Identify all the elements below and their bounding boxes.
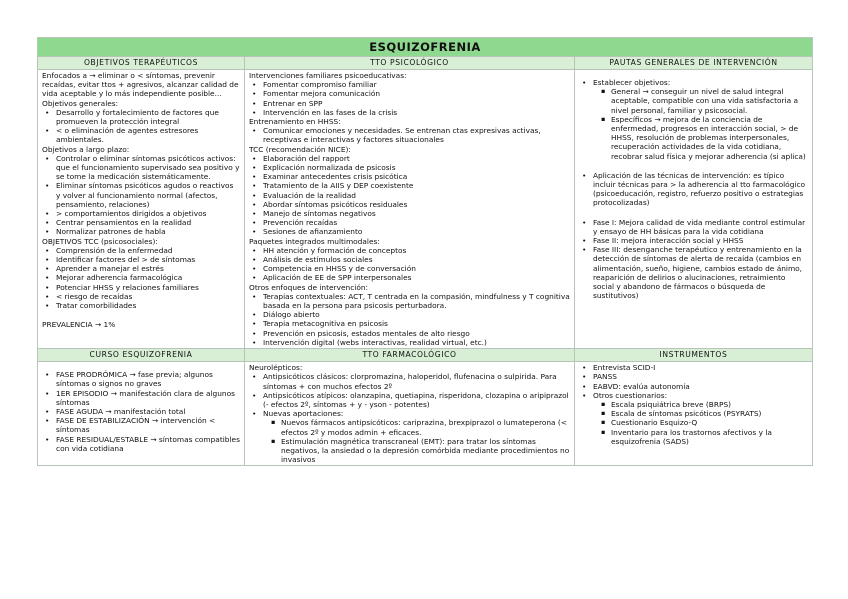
objetivos-largo-list [42,154,240,237]
list-item: • FASE DE ESTABILIZACIÓN → intervención < síntomas [56,416,240,434]
establecer-objetivos: Establecer objetivos: [593,78,671,87]
list-item: • Aplicación de EE de SPP interpersonales [263,273,570,282]
list-item: • Comunicar emociones y necesidades. Se entrenan ctas expresivas activas, receptivas e interactivas y factores situacionales [263,126,570,144]
list-item [593,78,808,161]
prevalencia: PREVALENCIA → 1% [42,320,116,330]
list-item: • Análisis de estímulos sociales [263,255,570,264]
paquetes-list [249,246,570,283]
list-item: • Fase III: desenganche terapéutico y entrenamiento en la detección de síntomas de alerta de recaída (cambios en alimentación, sueño, higiene, cambios estado de ánimo, reaparición de delirios o alucinaciones, retraimiento social y abandono de fármacos o búsqueda de sustitutivos) [593,245,808,300]
otros-enfoques-list [249,292,570,347]
paquetes-label: Paquetes integrados multimodales: [249,236,380,246]
header-pautas: PAUTAS GENERALES DE INTERVENCIÓN [575,57,813,70]
curso-cell [38,362,245,466]
list-item: ▪ Estimulación magnética transcraneal (EMT): para tratar los síntomas negativos, la ansiedad o la depresión comórbida mediante procedimientos no invasivos [281,437,570,465]
list-item: ▪ Escala de síntomas psicóticos (PSYRATS) [611,409,808,418]
list-item: • Elaboración del rapport [263,154,570,163]
list-item: • Intervención digital (webs interactivas, realidad virtual, etc.) [263,338,570,347]
aplicacion-list [579,171,808,208]
pautas-list [579,78,808,161]
list-item: ▪ Cuestionario Esquizo-Q [611,418,808,427]
list-item: • Mejorar adherencia farmacológica [56,273,240,282]
list-item: • Antipsicóticos clásicos: clorpromazina, haloperidol, flufenacina o sulpirida. Para síntomas + con muchos efectos 2º [263,372,570,390]
cuestionarios-sublist [593,400,808,446]
list-item: • FASE RESIDUAL/ESTABLE → síntomas compatibles con vida cotidiana [56,435,240,453]
objetivos-cell [38,70,245,349]
otros-cuestionarios: Otros cuestionarios: [593,390,668,400]
tto-farmacologico-cell [245,362,575,466]
pautas-cell [575,70,813,349]
list-item: • Aprender a manejar el estrés [56,264,240,273]
list-item: • Fomentar mejora comunicación [263,89,570,98]
list-item: • Comprensión de la enfermedad [56,246,240,255]
familiares-list [249,80,570,117]
list-item: • Diálogo abierto [263,310,570,319]
list-item: • Abordar síntomas psicóticos residuales [263,200,570,209]
fases-list [579,218,808,301]
list-item: • Tratar comorbilidades [56,301,240,310]
list-item: • Terapias contextuales: ACT, T centrada en la compasión, mindfulness y T cognitiva basada en la persona para psicosis perturbadora. [263,292,570,310]
list-item: • HH atención y formación de conceptos [263,246,570,255]
list-item: ▪ Inventario para los trastornos afectivos y la esquizofrenia (SADS) [611,428,808,446]
list-item: • Fase I: Mejora calidad de vida mediante control estimular y ensayo de HH básicas para la vida cotidiana [593,218,808,236]
list-item: • Entrevista SCID-I [593,363,808,372]
tcc-label: TCC (recomendación NICE): [249,144,351,154]
list-item: • Competencia en HHSS y de conversación [263,264,570,273]
list-item: • Evaluación de la realidad [263,191,570,200]
list-item: • Fomentar compromiso familiar [263,80,570,89]
document-sheet [37,37,812,466]
header-tto-farmacologico: TTO FARMACOLÓGICO [245,349,575,362]
neurolepticos-label: Neurolépticos: [249,363,303,373]
summary-table [37,37,813,466]
list-item: • Potenciar HHSS y relaciones familiares [56,283,240,292]
list-item: ▪ General → conseguir un nivel de salud integral aceptable, compatible con una vida satisfactoria a nivel personal, familiar y psicosocial. [611,87,808,115]
nuevas-sublist [263,418,570,464]
list-item: • Normalizar patrones de habla [56,227,240,236]
list-item: • Manejo de síntomas negativos [263,209,570,218]
objetivos-largo-label: Objetivos a largo plazo: [42,144,130,154]
list-item: • Terapia metacognitiva en psicosis [263,319,570,328]
objetivos-intro: Enfocados a → eliminar o < síntomas, prevenir recaídas, evitar ttos + agresivos, alcanzar calidad de vida aceptable y lo más independiente posible… [42,71,239,99]
list-item: • Identificar factores del > de síntomas [56,255,240,264]
list-item: • Examinar antecedentes crisis psicótica [263,172,570,181]
list-item: • Eliminar síntomas psicóticos agudos o reactivos y volver al funcionamiento normal (afectos, pensamiento, relaciones) [56,181,240,209]
objetivos-generales-list [42,108,240,145]
list-item: • Controlar o eliminar síntomas psicóticos activos: que el funcionamiento supervisado sea positivo y se tome la medicación sistemáticamente. [56,154,240,182]
list-item: • Fase II: mejora interacción social y HHSS [593,236,808,245]
list-item: ▪ Específicos → mejora de la conciencia de enfermedad, progresos en interacción social, > de HHSS, resolución de problemas interpersonales, recuperación actividades de la vida cotidiana, recobrar salud física y mejorar adherencia (si aplica) [611,115,808,161]
list-item: • < riesgo de recaídas [56,292,240,301]
list-item: • Prevención recaídas [263,218,570,227]
list-item [263,409,570,464]
hhss-label: Entrenamiento en HHSS: [249,117,341,127]
list-item: • FASE PRODRÓMICA → fase previa; algunos síntomas o signos no graves [56,370,240,388]
list-item: • Aplicación de las técnicas de intervención: es típico incluir técnicas para > la adherencia al tto farmacológico (psicoeducación, registro, refuerzo positivo o estrategias protocolizadas) [593,171,808,208]
list-item: • Antipsicóticos atípicos: olanzapina, quetiapina, risperidona, clozapina o aripiprazol (- efectos 2º, síntomas + y - yson - potentes) [263,391,570,409]
hhss-list [249,126,570,144]
instrumentos-list [579,363,808,446]
curso-list [42,370,240,453]
objetivos-tcc-label: OBJETIVOS TCC (psicosociales): [42,236,158,246]
neurolepticos-list [249,372,570,464]
list-item: • FASE AGUDA → manifestación total [56,407,240,416]
list-item: • Prevención en psicosis, estados mentales de alto riesgo [263,329,570,338]
header-curso: CURSO ESQUIZOFRENIA [38,349,245,362]
list-item: • Centrar pensamientos en la realidad [56,218,240,227]
list-item: ▪ Escala psiquiátrica breve (BRPS) [611,400,808,409]
otros-enfoques-label: Otros enfoques de intervención: [249,282,369,292]
list-item: • 1ER EPISODIO → manifestación clara de algunos síntomas [56,389,240,407]
objetivos-generales-label: Objetivos generales: [42,98,119,108]
header-instrumentos: INSTRUMENTOS [575,349,813,362]
header-tto-psicologico: TTO PSICOLÓGICO [245,57,575,70]
list-item: • Entrenar en SPP [263,99,570,108]
list-item: • PANSS [593,372,808,381]
nuevas-aportaciones: Nuevas aportaciones: [263,409,344,419]
list-item: • EABVD: evalúa autonomía [593,382,808,391]
list-item: ▪ Nuevos fármacos antipsicóticos: cariprazina, brexpiprazol o lumateperona (< efectos 2º y modos admin + eficaces. [281,418,570,436]
list-item: • Intervención en las fases de la crisis [263,108,570,117]
instrumentos-cell [575,362,813,466]
list-item: • > comportamientos dirigidos a objetivos [56,209,240,218]
objetivos-tcc-list [42,246,240,310]
list-item: • Desarrollo y fortalecimiento de factores que promueven la protección integral [56,108,240,126]
list-item: • Sesiones de afianzamiento [263,227,570,236]
list-item: • Explicación normalizada de psicosis [263,163,570,172]
list-item: • Tratamiento de la AIIS y DEP coexistente [263,181,570,190]
tcc-list [249,154,570,237]
document-title: ESQUIZOFRENIA [38,38,813,57]
tto-psicologico-cell [245,70,575,349]
header-objetivos: OBJETIVOS TERAPÉUTICOS [38,57,245,70]
objetivos-sublist [593,87,808,161]
list-item: • < o eliminación de agentes estresores ambientales. [56,126,240,144]
list-item [593,391,808,446]
familiares-label: Intervenciones familiares psicoeducativas: [249,71,407,80]
